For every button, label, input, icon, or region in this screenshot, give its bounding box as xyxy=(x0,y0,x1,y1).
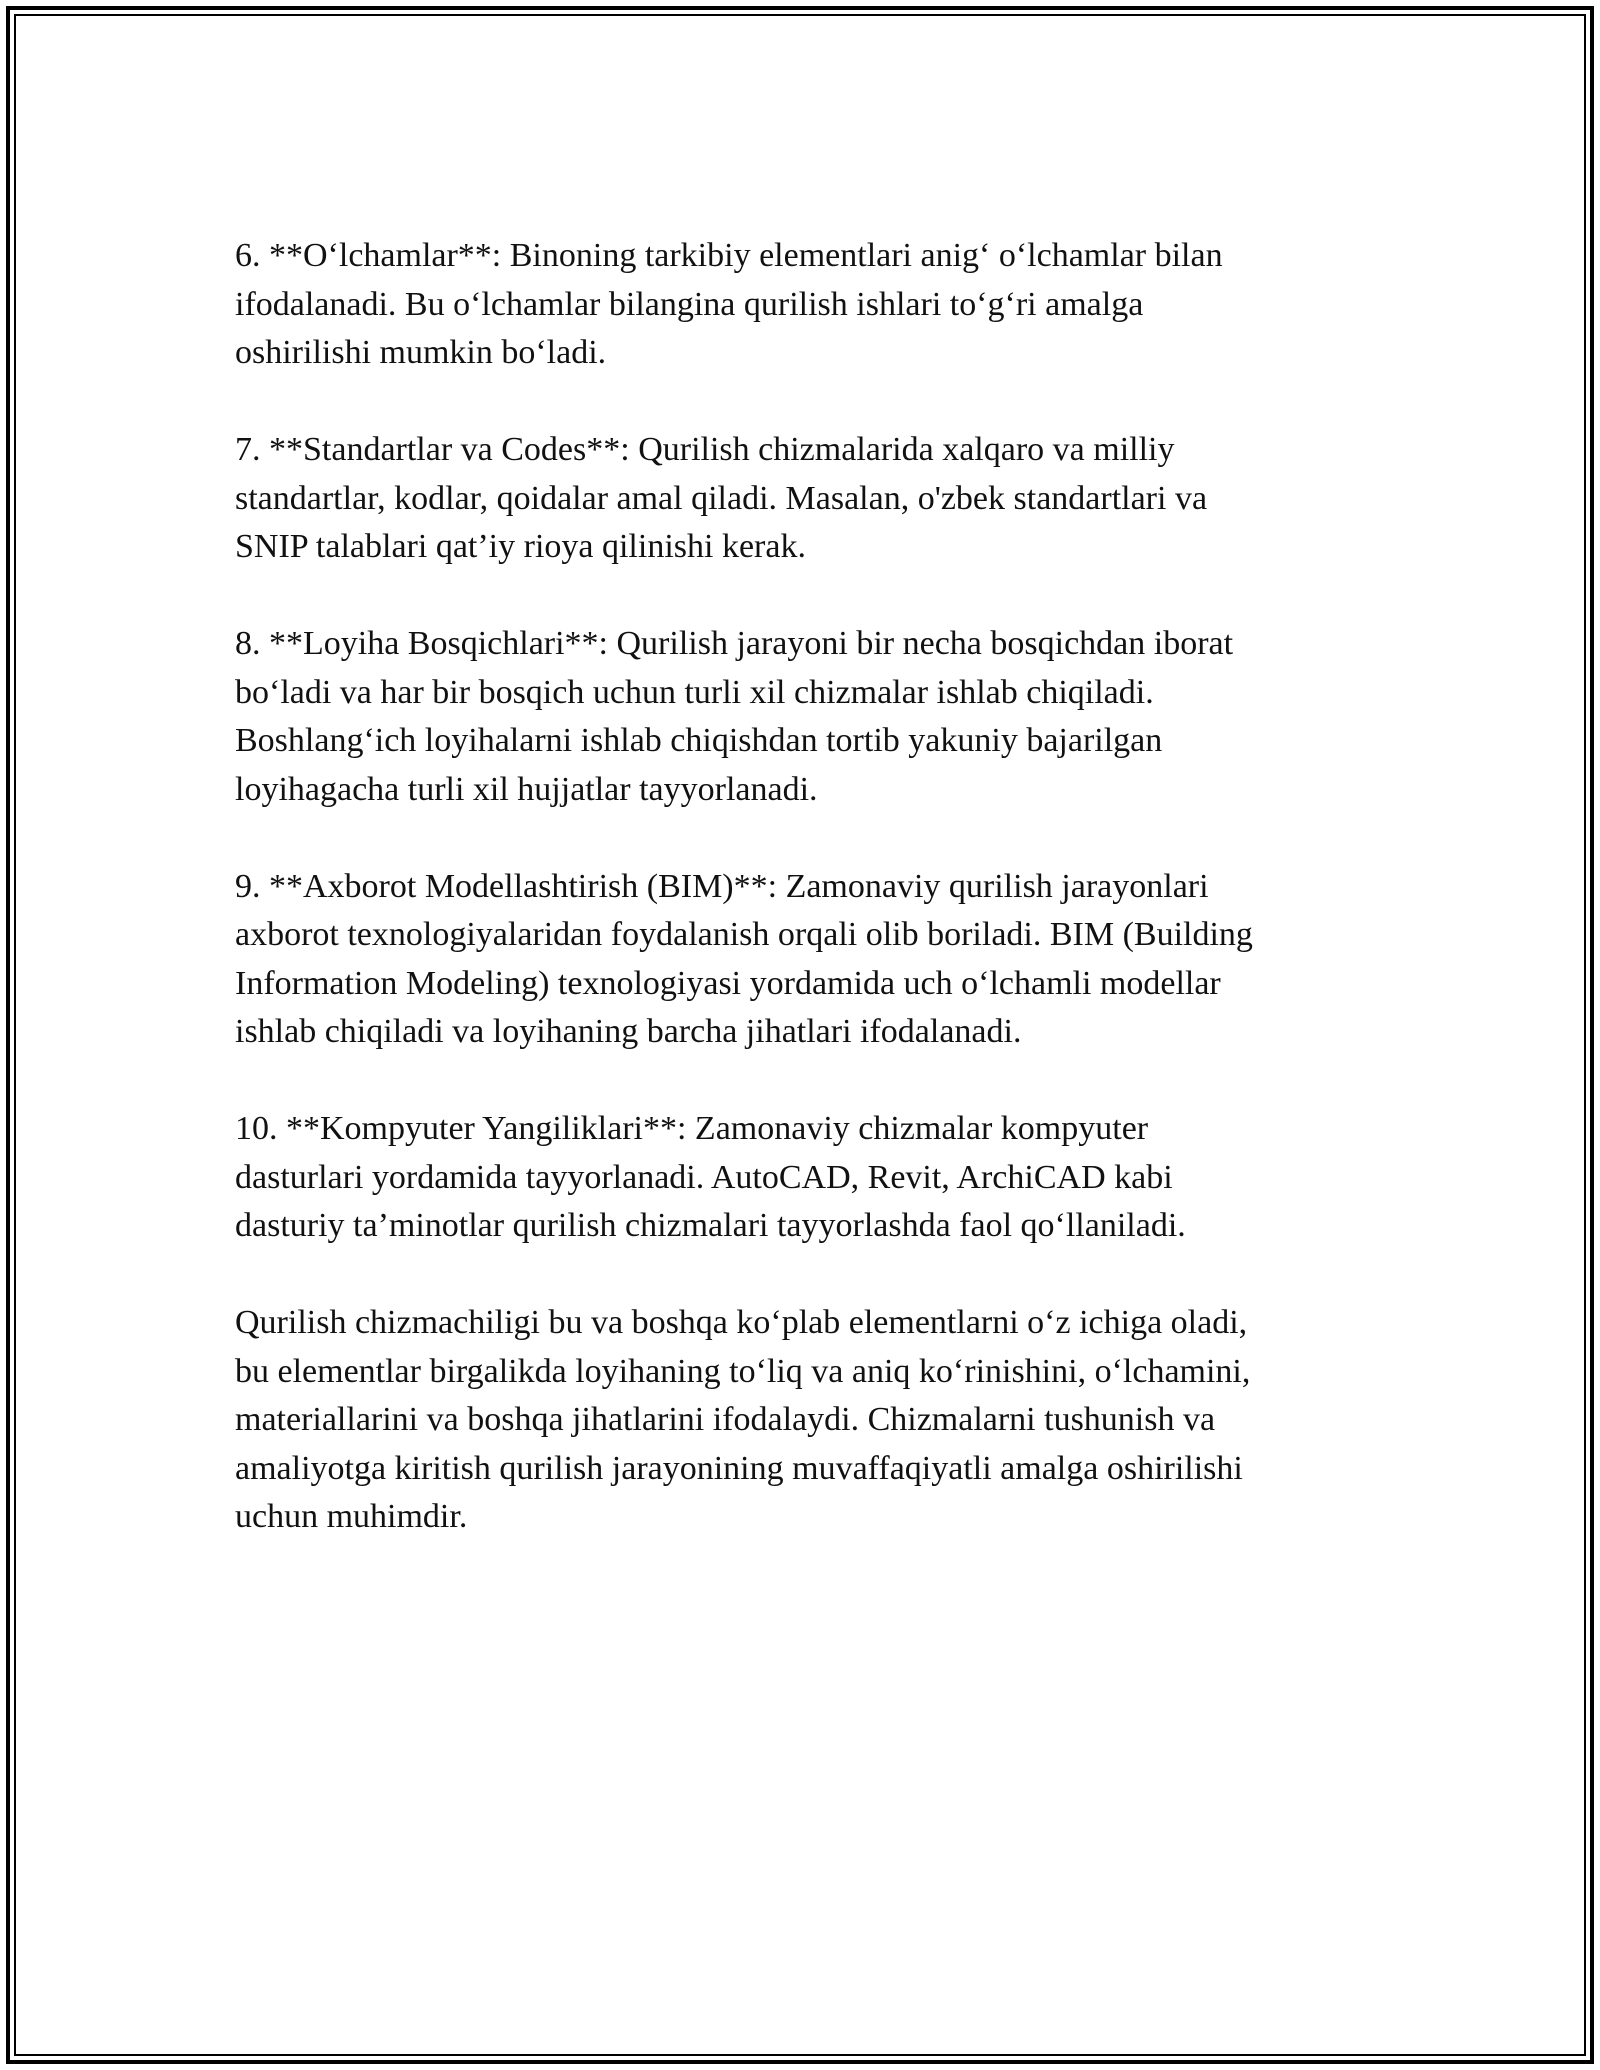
paragraph-item-8: 8. **Loyiha Bosqichlari**: Qurilish jarayoni bir necha bosqichdan iborat bo‘ladi va har bir bosqich uchun turli xil chizmalar ishlab chiqiladi. Boshlang‘ich loyihalarni ishlab chiqishdan tortib yakuniy bajarilgan loyihagacha turli xil hujjatlar tayyorlanadi. xyxy=(235,625,1234,808)
document-body xyxy=(235,232,1365,1590)
paragraph-item-6: 6. **O‘lchamlar**: Binoning tarkibiy elementlari anig‘ o‘lchamlar bilan ifodalanadi. Bu o‘lchamlar bilangina qurilish ishlari to‘g‘ri amalga oshirilishi mumkin bo‘ladi. xyxy=(235,237,1223,371)
paragraph-conclusion: Qurilish chizmachiligi bu va boshqa ko‘plab elementlarni o‘z ichiga oladi, bu elementlar birgalikda loyihaning to‘liq va aniq ko‘rinishini, o‘lchamini, materiallarini va boshqa jihatlarini ifodalaydi. Chizmalarni tushunish va amaliyotga kiritish qurilish jarayonining muvaffaqiyatli amalga oshirilishi uchun muhimdir. xyxy=(235,1304,1251,1535)
paragraph-item-9: 9. **Axborot Modellashtirish (BIM)**: Zamonaviy qurilish jarayonlari axborot texnologiyalaridan foydalanish orqali olib boriladi. BIM (Building Information Modeling) texnologiyasi yordamida uch o‘lchamli modellar ishlab chiqiladi va loyihaning barcha jihatlari ifodalanadi. xyxy=(235,867,1253,1050)
paragraph-item-10: 10. **Kompyuter Yangiliklari**: Zamonaviy chizmalar kompyuter dasturlari yordamida tayyorlanadi. AutoCAD, Revit, ArchiCAD kabi dasturiy ta’minotlar qurilish chizmalari tayyorlashda faol qo‘llaniladi. xyxy=(235,1110,1186,1244)
paragraph-item-7: 7. **Standartlar va Codes**: Qurilish chizmalarida xalqaro va milliy standartlar, kodlar, qoidalar amal qiladi. Masalan, o'zbek standartlari va SNIP talablari qat’iy rioya qilinishi kerak. xyxy=(235,431,1208,565)
